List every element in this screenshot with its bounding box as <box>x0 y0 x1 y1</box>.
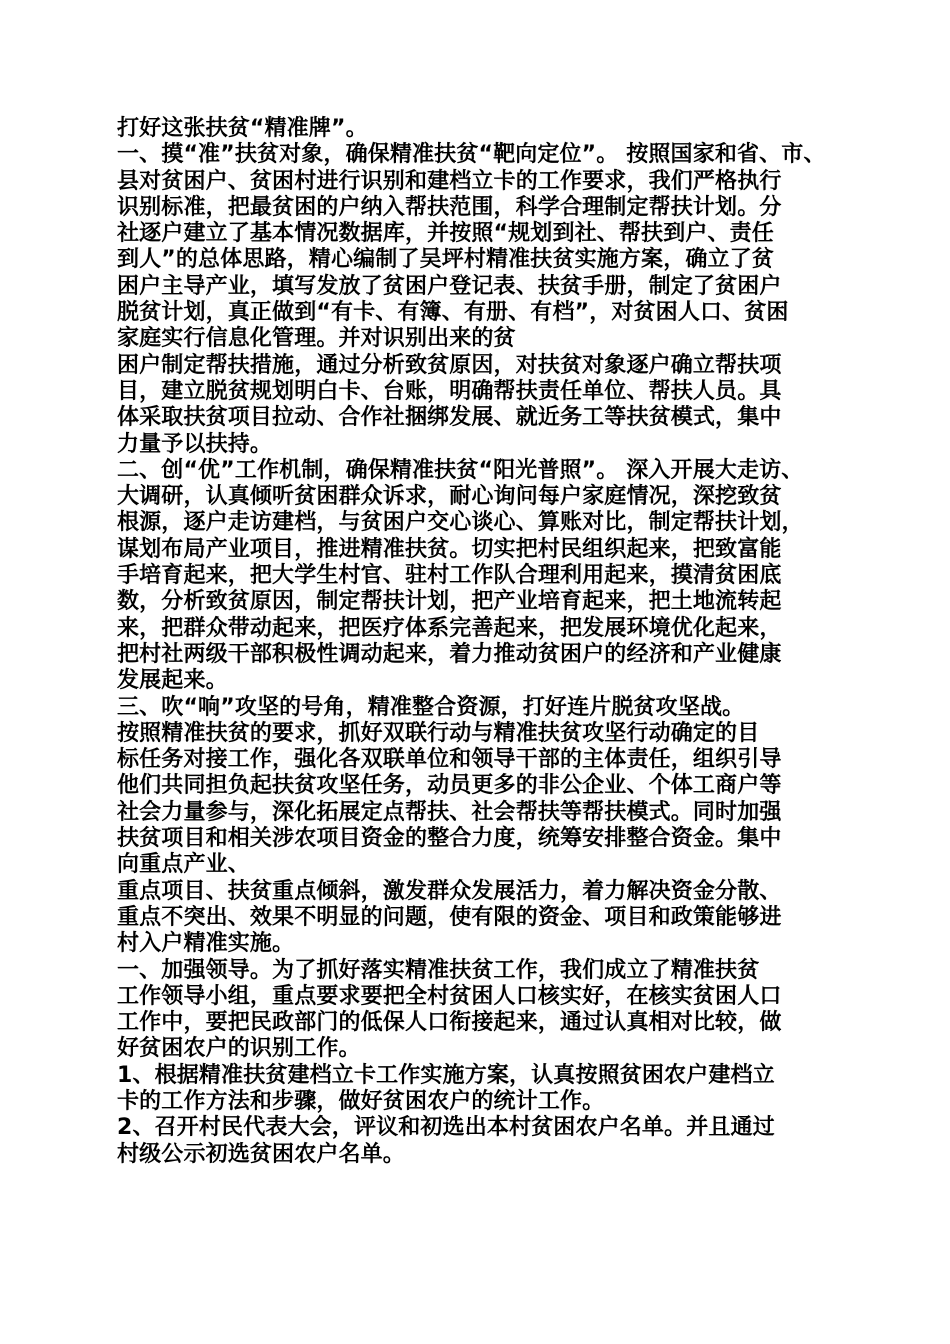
text-line: 到人”的总体思路，精心编制了吴坪村精准扶贫实施方案，确立了贫 <box>117 247 774 273</box>
text-line: 扶贫项目和相关涉农项目资金的整合力度，统筹安排整合资金。集中 <box>117 826 782 852</box>
text-line: 体采取扶贫项目拉动、合作社捆绑发展、就近务工等扶贫模式，集中 <box>117 405 782 431</box>
text-line: 村入户精准实施。 <box>117 931 295 957</box>
text-line: 困户制定帮扶措施，通过分析致贫原因，对扶贫对象逐户确立帮扶项 <box>117 352 782 378</box>
text-line: 1、根据精准扶贫建档立卡工作实施方案，认真按照贫困农户建档立 <box>117 1062 775 1088</box>
text-line: 重点不突出、效果不明显的问题，使有限的资金、项目和政策能够进 <box>117 904 782 930</box>
text-line: 三、吹“响”攻坚的号角，精准整合资源，打好连片脱贫攻坚战。 <box>117 694 745 720</box>
text-line: 他们共同担负起扶贫攻坚任务，动员更多的非公企业、个体工商户等 <box>117 773 782 799</box>
text-line: 力量予以扶持。 <box>117 431 273 457</box>
text-line: 谋划布局产业项目，推进精准扶贫。切实把村民组织起来，把致富能 <box>117 536 782 562</box>
text-line: 家庭实行信息化管理。并对识别出来的贫 <box>117 326 516 352</box>
text-line: 把村社两级干部积极性调动起来，着力推动贫困户的经济和产业健康 <box>117 641 782 667</box>
text-line: 数，分析致贫原因，制定帮扶计划，把产业培育起来，把土地流转起 <box>117 589 782 615</box>
text-line: 根源，逐户走访建档，与贫困户交心谈心、算账对比，制定帮扶计划， <box>117 510 804 536</box>
text-line: 一、摸“准”扶贫对象，确保精准扶贫“靶向定位”。 按照国家和省、市、 <box>117 142 826 168</box>
text-line: 卡的工作方法和步骤，做好贫困农户的统计工作。 <box>117 1088 605 1114</box>
text-line: 手培育起来，把大学生村官、驻村工作队合理利用起来，摸清贫困底 <box>117 563 782 589</box>
text-line: 二、创“优”工作机制，确保精准扶贫“阳光普照”。 深入开展大走访、 <box>117 457 804 483</box>
text-line: 重点项目、扶贫重点倾斜，激发群众发展活力，着力解决资金分散、 <box>117 878 782 904</box>
text-line: 社会力量参与，深化拓展定点帮扶、社会帮扶等帮扶模式。同时加强 <box>117 799 782 825</box>
text-line: 来，把群众带动起来，把医疗体系完善起来，把发展环境优化起来， <box>117 615 782 641</box>
text-line: 村级公示初选贫困农户名单。 <box>117 1141 405 1167</box>
text-line: 2、召开村民代表大会，评议和初选出本村贫困农户名单。并且通过 <box>117 1115 775 1141</box>
text-line: 大调研，认真倾听贫困群众诉求，耐心询问每户家庭情况，深挖致贫 <box>117 484 782 510</box>
text-line: 工作领导小组，重点要求要把全村贫困人口核实好，在核实贫困人口 <box>117 983 782 1009</box>
text-line: 好贫困农户的识别工作。 <box>117 1036 361 1062</box>
text-line: 工作中，要把民政部门的低保人口衔接起来，通过认真相对比较，做 <box>117 1010 782 1036</box>
text-line: 标任务对接工作，强化各双联单位和领导干部的主体责任，组织引导 <box>117 747 782 773</box>
text-line: 社逐户建立了基本情况数据库，并按照“规划到社、帮扶到户、责任 <box>117 221 774 247</box>
text-line: 发展起来。 <box>117 668 228 694</box>
text-line: 一、加强领导。为了抓好落实精准扶贫工作，我们成立了精准扶贫 <box>117 957 760 983</box>
text-line: 县对贫困户、贫困村进行识别和建档立卡的工作要求，我们严格执行 <box>117 168 782 194</box>
text-line: 脱贫计划，真正做到“有卡、有簿、有册、有档”，对贫困人口、贫困 <box>117 300 789 326</box>
text-line: 向重点产业、 <box>117 852 250 878</box>
text-line: 目，建立脱贫规划明白卡、台账，明确帮扶责任单位、帮扶人员。具 <box>117 378 782 404</box>
document-body <box>117 116 845 1168</box>
text-line: 困户主导产业，填写发放了贫困户登记表、扶贫手册，制定了贫困户 <box>117 273 782 299</box>
text-line: 打好这张扶贫“精准牌”。 <box>117 116 368 141</box>
text-line: 按照精准扶贫的要求，抓好双联行动与精准扶贫攻坚行动确定的目 <box>117 720 760 746</box>
text-line: 识别标准，把最贫困的户纳入帮扶范围，科学合理制定帮扶计划。分 <box>117 194 782 220</box>
